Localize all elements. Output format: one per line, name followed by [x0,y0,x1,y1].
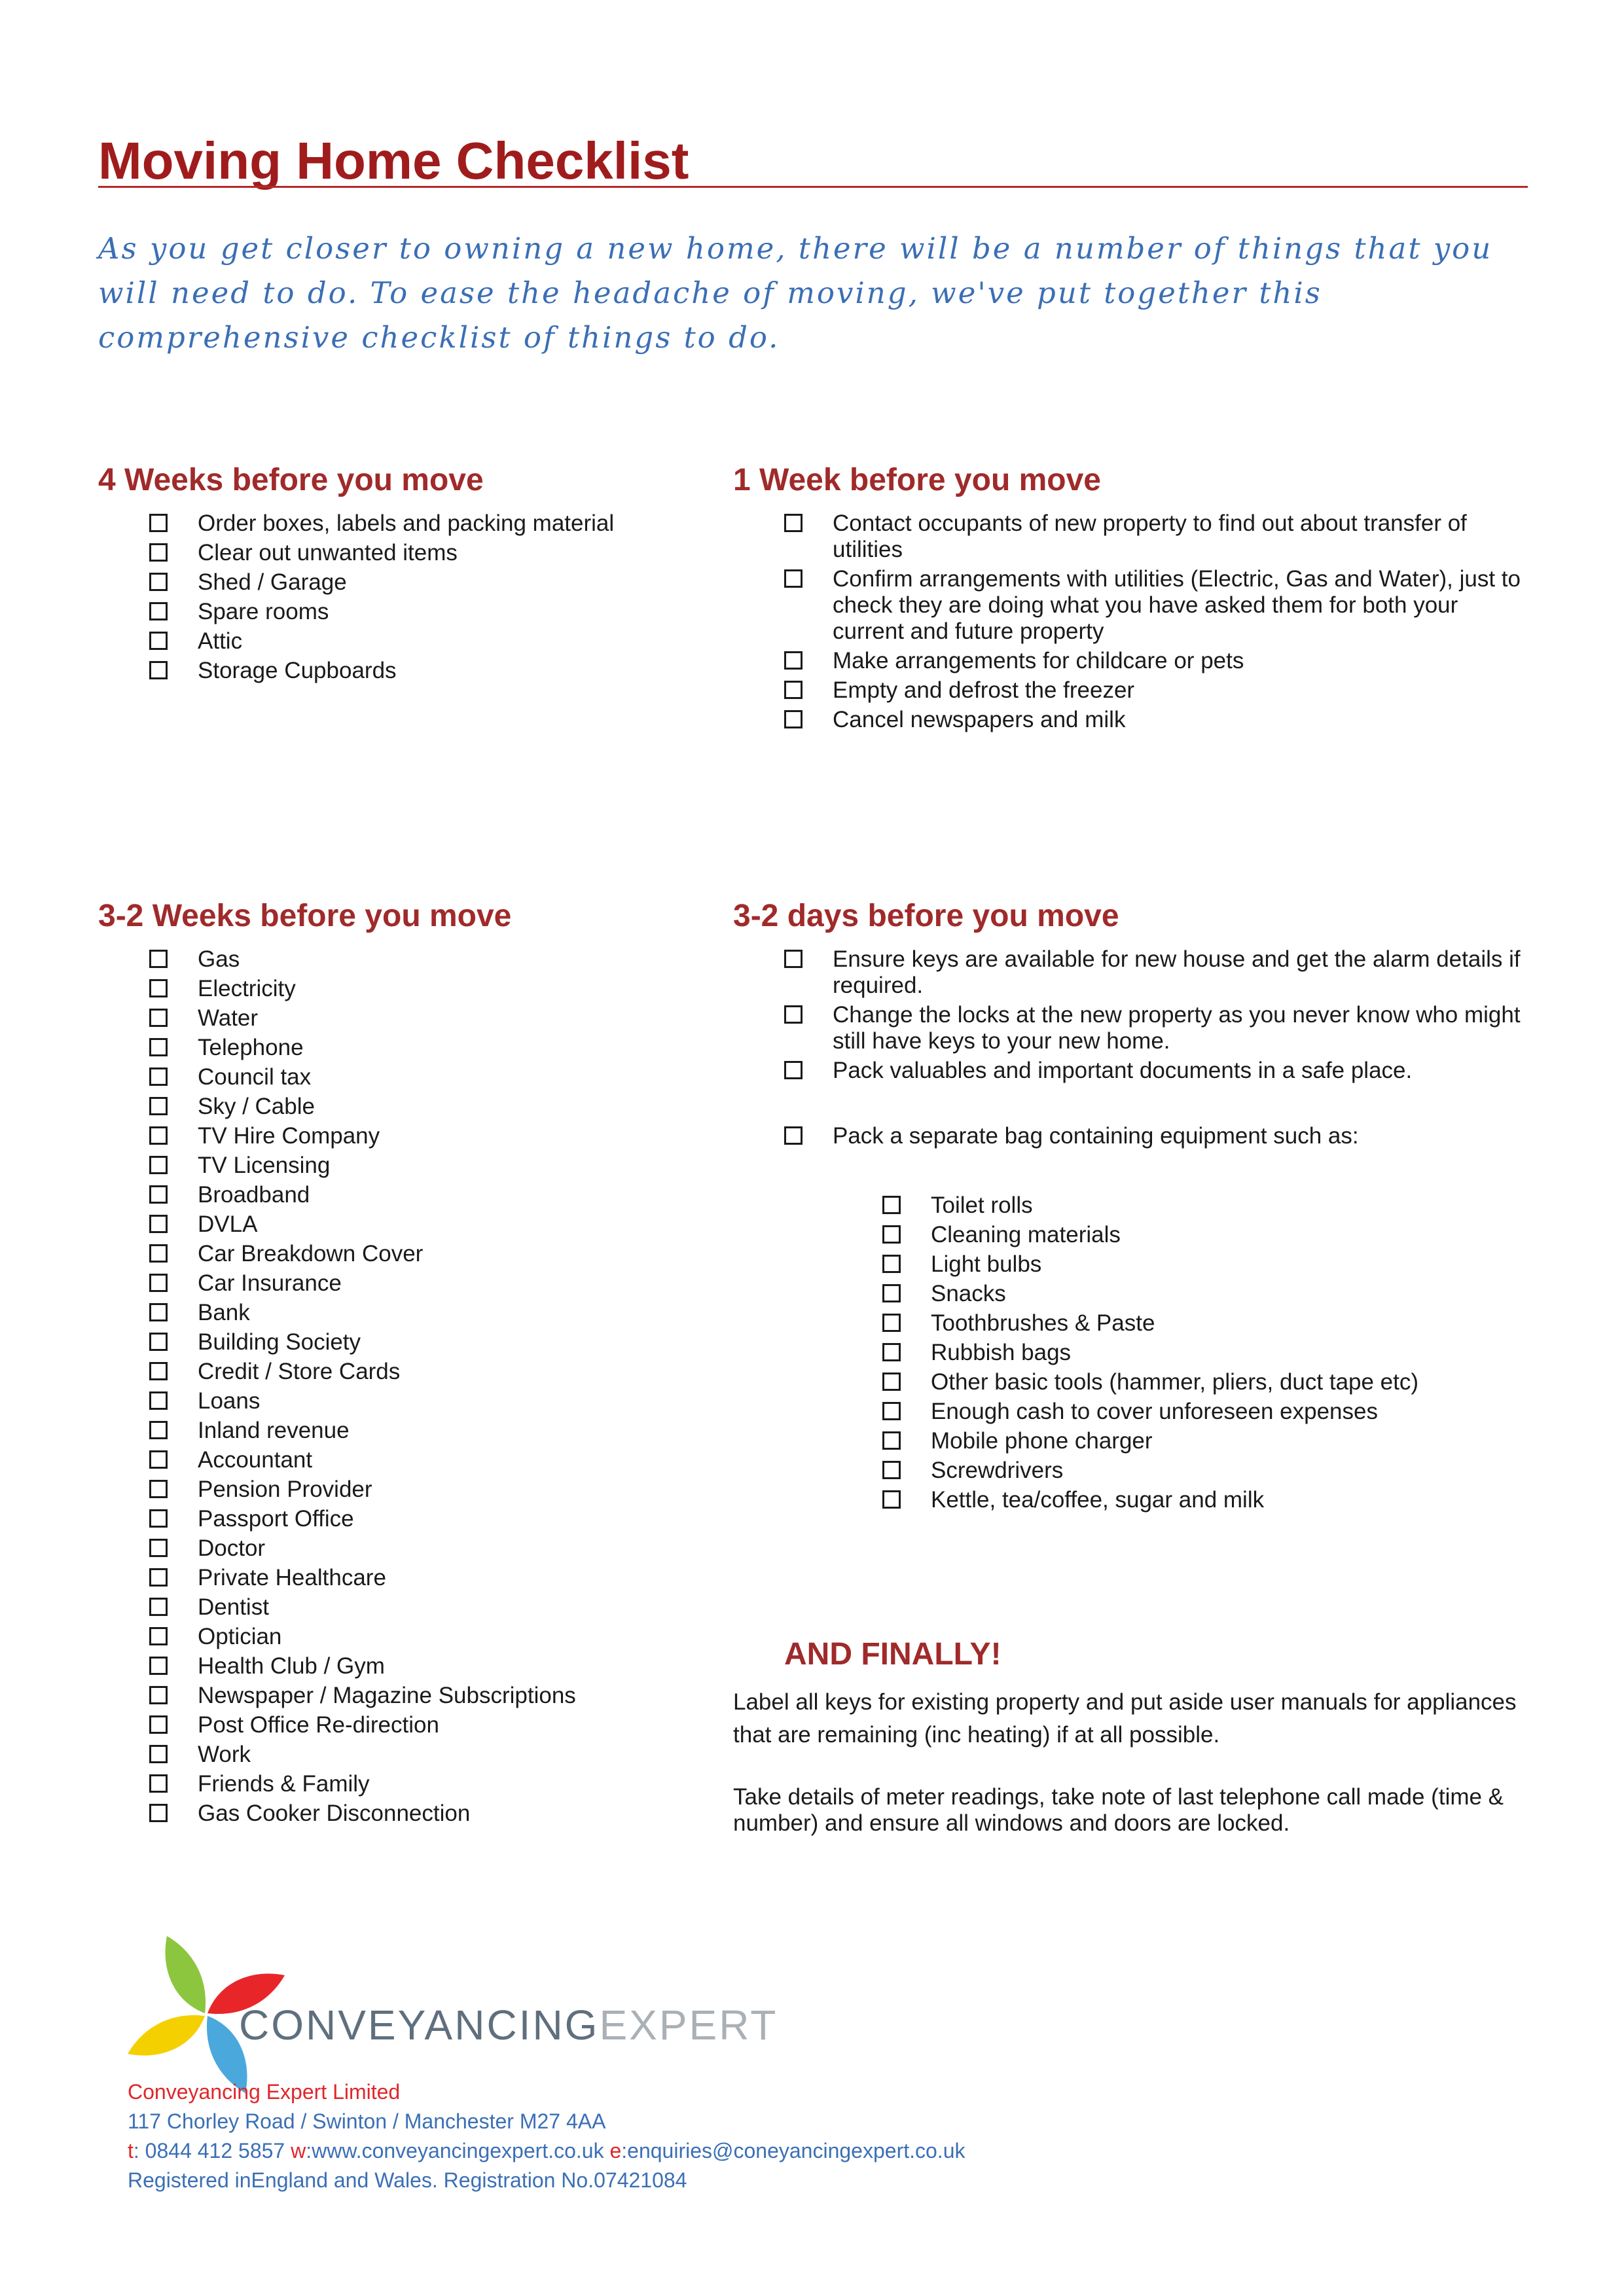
checklist-item-label: Attic [198,628,243,654]
footer-company: Conveyancing Expert Limited [128,2080,401,2104]
checklist-item [784,566,1527,645]
checklist-item [149,1506,686,1532]
checkbox[interactable] [882,1490,901,1509]
finally-paragraph-2: Take details of meter readings, take note of last telephone call made (time & number) and ensure all windows and doors are locked. [733,1784,1504,1836]
checklist-item-label: Gas Cooker Disconnection [198,1801,471,1826]
heading-and-finally: AND FINALLY! [784,1637,1001,1672]
checklist-item-label: Accountant [198,1447,313,1473]
checklist-item [149,1771,686,1797]
checklist-item [149,1359,686,1385]
checklist-item-label: Pack valuables and important documents in a safe place. [833,1058,1413,1083]
checklist-item-label: Work [198,1742,251,1767]
title-underline [98,186,1528,188]
checklist-item [149,658,686,684]
checklist-item-label: Broadband [198,1182,310,1208]
footer-address: 117 Chorley Road / Swinton / Manchester M27 4AA [128,2109,606,2133]
checkbox[interactable] [149,1774,168,1793]
checkbox[interactable] [149,1362,168,1380]
checkbox[interactable] [149,1126,168,1145]
checklist-item [149,1535,686,1562]
checklist-item [784,677,1527,704]
checklist-item [784,1123,1527,1149]
checklist-item-label: TV Hire Company [198,1123,380,1149]
checkbox[interactable] [149,1568,168,1587]
checklist-item-label: Snacks [931,1281,1006,1306]
checklist-item-label: Doctor [198,1535,266,1561]
checklist-item [149,1712,686,1738]
checklist-item-label: Cleaning materials [931,1222,1121,1247]
checklist-item-label: Cancel newspapers and milk [833,707,1126,732]
page-title: Moving Home Checklist [98,132,689,190]
heading-one-week: 1 Week before you move [733,463,1101,497]
checklist-item [149,1300,686,1326]
checklist-item [149,1624,686,1650]
checklist-item [149,1683,686,1709]
footer-web-link[interactable]: :www.conveyancingexpert.co.uk [306,2139,610,2162]
checklist-item-label: Dentist [198,1594,269,1620]
checklist-item-label: Other basic tools (hammer, pliers, duct tape etc) [931,1369,1419,1395]
checkbox[interactable] [149,1450,168,1469]
checklist-item [882,1369,1527,1395]
checklist-item [784,1002,1527,1054]
heading-three-two-days: 3-2 days before you move [733,899,1119,933]
checklist-item [149,540,686,566]
checklist-item [149,1388,686,1414]
checkbox[interactable] [882,1196,901,1214]
checkbox[interactable] [882,1314,901,1332]
checklist-item-label: Toothbrushes & Paste [931,1310,1155,1336]
checkbox[interactable] [882,1284,901,1302]
checklist-item-label: Confirm arrangements with utilities (Electric, Gas and Water), just to check they are doing what you have asked them for both your current and future property [833,566,1521,644]
checkbox[interactable] [149,950,168,968]
footer-contact [128,2136,965,2166]
checklist-item-label: Rubbish bags [931,1340,1072,1365]
checklist-item-label: Contact occupants of new property to find out about transfer of utilities [833,511,1467,562]
checklist-item [149,946,686,973]
checklist-item-label: Sky / Cable [198,1094,315,1119]
checkbox[interactable] [149,661,168,679]
checkbox[interactable] [882,1431,901,1450]
checkbox[interactable] [149,1274,168,1292]
checklist-item-label: Loans [198,1388,261,1414]
checkbox[interactable] [149,514,168,532]
footer-phone: : 0844 412 5857 [133,2139,291,2162]
checklist-item-label: Light bulbs [931,1251,1042,1277]
checkbox[interactable] [149,1715,168,1734]
checklist-item [882,1281,1527,1307]
list-one-week [784,511,1527,736]
checkbox[interactable] [149,602,168,620]
checklist-item [149,1153,686,1179]
checklist-item [149,569,686,596]
checklist-item-label: Building Society [198,1329,361,1355]
checklist-item [882,1428,1527,1454]
checklist-item-label: Car Insurance [198,1270,342,1296]
checkbox[interactable] [882,1225,901,1244]
checkbox[interactable] [149,1509,168,1528]
checklist-item [882,1310,1527,1336]
checklist-item-label: Pension Provider [198,1477,372,1502]
checkbox[interactable] [149,979,168,997]
checklist-item-label: Mobile phone charger [931,1428,1153,1454]
footer-web-label: w [291,2139,306,2162]
checklist-item-label: Change the locks at the new property as you never know who might still have keys to your new home. [833,1002,1521,1054]
checkbox[interactable] [149,1480,168,1498]
checkbox[interactable] [149,1244,168,1263]
intro-text: As you get closer to owning a new home, there will be a number of things that you will need to do. To ease the headache of moving, we've put together this comprehensive checklist of things to do. [98,231,1493,355]
checklist-item [784,946,1527,999]
checkbox[interactable] [784,514,803,532]
checkbox[interactable] [149,543,168,562]
checklist-item [882,1458,1527,1484]
checkbox[interactable] [149,573,168,591]
checkbox[interactable] [784,569,803,588]
checklist-item [784,1058,1527,1084]
checklist-item-label: Gas [198,946,240,972]
checklist-item-label: Empty and defrost the freezer [833,677,1135,703]
checklist-item [882,1251,1527,1278]
checklist-item-label: Car Breakdown Cover [198,1241,424,1266]
checklist-item-label: Friends & Family [198,1771,370,1797]
checklist-item [149,1653,686,1679]
checklist-item [149,1565,686,1591]
checkbox[interactable] [149,1097,168,1115]
checklist-item-label: Storage Cupboards [198,658,397,683]
checklist-item [882,1399,1527,1425]
checklist-item [149,976,686,1002]
checkbox[interactable] [882,1372,901,1391]
checklist-item [882,1487,1527,1513]
checkbox[interactable] [784,651,803,670]
checklist-item [149,1270,686,1297]
checkbox[interactable] [784,950,803,968]
checklist-item-label: TV Licensing [198,1153,331,1178]
checklist-item [149,1123,686,1149]
finally-paragraph-1: Label all keys for existing property and put aside user manuals for appliances that are remaining (inc heating) if at all possible. [733,1689,1517,1748]
checkbox[interactable] [149,1038,168,1056]
checklist-item-label: Enough cash to cover unforeseen expenses [931,1399,1378,1424]
checklist-item-label: Bank [198,1300,250,1325]
list-three-two-weeks [149,946,686,1830]
heading-three-two-weeks: 3-2 Weeks before you move [98,899,512,933]
list-bag-contents [882,1193,1527,1516]
checklist-item-label: Order boxes, labels and packing material [198,511,615,536]
checklist-item-label: Credit / Store Cards [198,1359,401,1384]
checkbox[interactable] [149,1185,168,1204]
checklist-item-label: Post Office Re-direction [198,1712,439,1738]
checkbox[interactable] [149,1303,168,1321]
checkbox[interactable] [149,1009,168,1027]
checkbox[interactable] [784,1005,803,1024]
checkbox[interactable] [149,1539,168,1557]
checklist-item [149,1182,686,1208]
checklist-item-label: Screwdrivers [931,1458,1064,1483]
checkbox[interactable] [882,1255,901,1273]
checkbox[interactable] [149,1627,168,1645]
checklist-item [149,1742,686,1768]
checklist-item [149,1477,686,1503]
checklist-item-label: Inland revenue [198,1418,350,1443]
checklist-item [882,1340,1527,1366]
checklist-item [784,511,1527,563]
checklist-item-label: Spare rooms [198,599,329,624]
checklist-item [149,1005,686,1031]
checkbox[interactable] [149,1421,168,1439]
checklist-item [149,1329,686,1355]
footer-email-link[interactable]: :enquiries@coneyancingexpert.co.uk [621,2139,965,2162]
checklist-item-label: Clear out unwanted items [198,540,458,565]
checkbox[interactable] [882,1343,901,1361]
heading-four-weeks: 4 Weeks before you move [98,463,484,497]
checkbox[interactable] [149,1215,168,1233]
checklist-item [149,1241,686,1267]
checklist-item-label: DVLA [198,1211,258,1237]
checklist-item-label: Council tax [198,1064,312,1090]
checkbox[interactable] [149,1391,168,1410]
checklist-item [149,1211,686,1238]
checklist-item [882,1222,1527,1248]
checkbox[interactable] [149,632,168,650]
checkbox[interactable] [784,1061,803,1079]
checkbox[interactable] [149,1333,168,1351]
bag-item-list [784,1123,1527,1153]
checkbox[interactable] [149,1156,168,1174]
logo-word-expert: EXPERT [599,2001,778,2049]
footer-registration: Registered inEngland and Wales. Registration No.07421084 [128,2168,687,2192]
checklist-item [149,1094,686,1120]
checklist-item-label: Ensure keys are available for new house and get the alarm details if required. [833,946,1521,998]
checkbox[interactable] [882,1402,901,1420]
logo-wordmark [239,2001,778,2049]
checkbox[interactable] [149,1804,168,1822]
checklist-item [149,1801,686,1827]
checklist-item-label: Electricity [198,976,296,1001]
checklist-item [149,1035,686,1061]
checklist-item-label: Water [198,1005,259,1031]
checklist-item [149,1447,686,1473]
checkbox[interactable] [784,681,803,699]
checklist-item-label: Optician [198,1624,282,1649]
checklist-item [784,648,1527,674]
checklist-item [149,628,686,655]
logo-word-conveyancing: CONVEYANCING [239,2001,600,2049]
checklist-item [149,1418,686,1444]
checklist-item-label: Toilet rolls [931,1193,1033,1218]
checklist-item [149,1594,686,1621]
checklist-item-label: Private Healthcare [198,1565,386,1590]
list-three-two-days [784,946,1527,1087]
checklist-item-label: Health Club / Gym [198,1653,385,1679]
checklist-item-label: Kettle, tea/coffee, sugar and milk [931,1487,1265,1513]
checklist-item-label: Passport Office [198,1506,354,1532]
checkbox[interactable] [149,1686,168,1704]
footer-email-label: e [609,2139,622,2162]
checklist-item-label: Telephone [198,1035,304,1060]
footer-phone-label: t [128,2139,134,2162]
checklist-item-label: Make arrangements for childcare or pets [833,648,1244,673]
checkbox[interactable] [149,1657,168,1675]
checklist-item-label: Newspaper / Magazine Subscriptions [198,1683,576,1708]
checklist-item [784,707,1527,733]
checklist-item [149,511,686,537]
checklist-item [882,1193,1527,1219]
checkbox[interactable] [149,1067,168,1086]
checklist-item [149,599,686,625]
checkbox[interactable] [149,1745,168,1763]
checklist-item-label: Shed / Garage [198,569,347,595]
checkbox[interactable] [149,1598,168,1616]
list-four-weeks [149,511,686,687]
checkbox[interactable] [784,710,803,728]
checkbox[interactable] [882,1461,901,1479]
checkbox[interactable] [784,1126,803,1145]
checklist-item-label: Pack a separate bag containing equipment such as: [833,1123,1359,1149]
checklist-item [149,1064,686,1090]
